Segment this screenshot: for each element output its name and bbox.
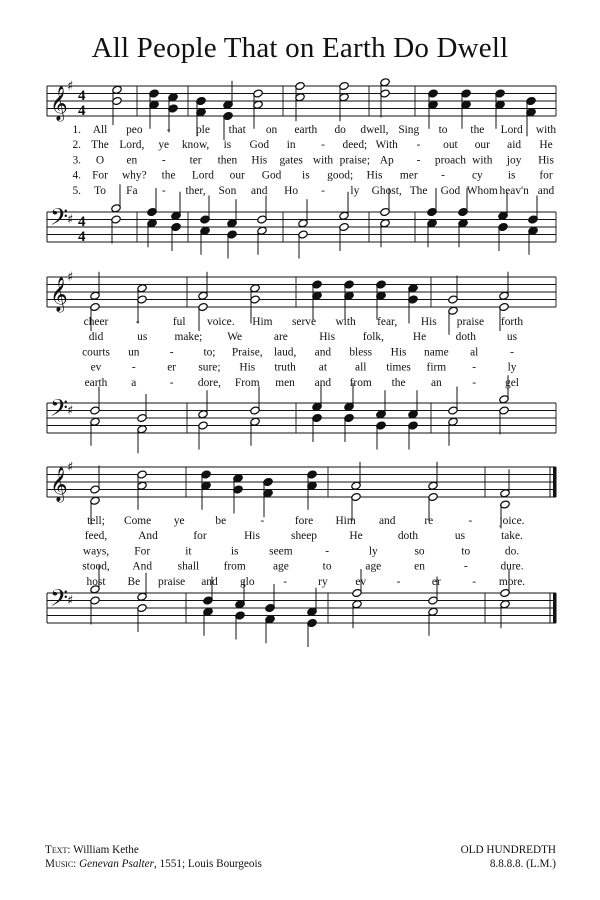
lyric-syllable: dore,	[197, 376, 222, 389]
lyric-syllable: for	[193, 530, 207, 543]
lyric-syllable: praise	[456, 316, 485, 328]
lyric-syllable: earth	[84, 376, 108, 389]
stanza-number: 1.	[72, 124, 81, 136]
lyric-syllable: courts	[82, 346, 110, 359]
lyric-syllable: -	[260, 515, 265, 527]
lyric-syllable: the	[161, 169, 176, 182]
lyric-syllable: The	[91, 139, 109, 152]
lyric-syllable: er	[431, 575, 441, 588]
lyric-syllable: His	[390, 346, 407, 359]
lyric-syllable: ev	[355, 575, 367, 588]
lyric-syllable: make;	[174, 331, 203, 344]
lyric-syllable: the	[391, 376, 406, 389]
sharp-key-signature: ♯	[67, 79, 74, 94]
lyric-syllable: Lord	[500, 124, 523, 136]
time-signature-top: 4	[78, 88, 86, 104]
lyric-syllable: proach	[434, 154, 466, 167]
bass-staff-3	[47, 584, 556, 623]
final-barline	[553, 467, 556, 497]
lyric-syllable: -	[510, 346, 514, 359]
lyric-syllable: it	[185, 545, 192, 558]
lyric-syllable: doth	[397, 530, 419, 543]
lyric-syllable: His	[366, 169, 383, 182]
lyric-syllable: us	[454, 530, 466, 543]
lyric-syllable: on	[265, 124, 278, 136]
lyric-syllable: His	[319, 331, 336, 344]
lyric-syllable: God	[261, 169, 282, 182]
lyric-syllable: us	[506, 331, 518, 344]
treble-clef-icon: 𝄞	[50, 467, 68, 502]
lyric-syllable: ry	[318, 575, 328, 588]
lyric-syllable: know,	[181, 139, 210, 152]
lyric-syllable: -	[166, 124, 171, 136]
hymn-title: All People That on Earth Do Dwell	[91, 32, 509, 64]
lyric-syllable: host	[86, 575, 106, 588]
meter: 8.8.8.8. (L.M.)	[489, 858, 556, 870]
lyric-syllable: Him	[335, 515, 356, 527]
lyric-syllable: -	[416, 154, 421, 167]
lyric-syllable: praise	[158, 575, 186, 588]
lyric-syllable: good;	[327, 169, 354, 182]
lyric-syllable: joy	[506, 154, 522, 167]
lyric-syllable: forth	[500, 316, 524, 328]
lyric-syllable: age	[272, 560, 289, 573]
lyric-syllable: er	[167, 361, 177, 374]
lyric-syllable: praise;	[339, 154, 371, 167]
lyric-syllable: ev	[90, 361, 102, 374]
lyric-syllable: in	[286, 139, 296, 152]
lyric-syllable: -	[325, 545, 330, 558]
lyric-syllable: at	[318, 361, 328, 374]
bass-clef-icon: 𝄢	[50, 584, 69, 617]
lyric-syllable: is	[302, 169, 310, 182]
lyric-syllable: cy	[472, 169, 483, 182]
lyric-syllable: joice.	[499, 515, 525, 527]
lyric-syllable: His	[538, 154, 554, 167]
lyric-syllable: and	[251, 184, 268, 197]
lyric-syllable: cheer	[83, 316, 109, 328]
lyric-syllable: heav'n	[499, 184, 529, 197]
final-barline	[553, 593, 556, 623]
lyric-syllable: All	[92, 124, 108, 136]
credits	[45, 843, 262, 871]
lyric-syllable: folk,	[362, 331, 384, 344]
time-signature-top: 4	[78, 214, 86, 230]
lyric-syllable: Whom	[466, 184, 498, 197]
sharp-key-signature: ♯	[67, 270, 74, 285]
music-credit: Music: Genevan Psalter, 1551; Louis Bourgeois	[45, 858, 262, 870]
lyric-syllable: laud,	[273, 346, 297, 359]
lyric-syllable: al	[470, 346, 479, 359]
lyric-syllable: with	[335, 316, 356, 328]
lyric-syllable: and	[537, 184, 555, 197]
lyric-syllable: ly	[507, 361, 517, 374]
lyric-syllable: gel	[505, 376, 519, 389]
bass-notes-3	[90, 565, 511, 647]
sharp-key-signature: ♯	[67, 403, 74, 419]
lyric-syllable: gates	[279, 154, 303, 167]
lyric-syllable: -	[169, 346, 174, 359]
time-signature-bottom: 4	[78, 229, 86, 245]
treble-clef-icon: 𝄞	[50, 277, 68, 312]
lyric-syllable: Ghost,	[371, 184, 402, 197]
lyric-syllable: men	[275, 376, 295, 389]
lyric-syllable: -	[416, 139, 421, 152]
lyric-syllable: -	[463, 560, 468, 573]
lyric-syllable: He	[412, 331, 427, 344]
lyric-syllable: our	[229, 169, 245, 182]
lyric-syllable: sure;	[198, 361, 221, 374]
lyric-syllable: is	[230, 545, 239, 558]
lyric-syllable: ly	[368, 545, 378, 558]
lyric-syllable: -	[472, 361, 477, 374]
lyric-syllable: Him	[252, 316, 273, 328]
lyric-syllable: ly	[350, 184, 360, 197]
sharp-key-signature: ♯	[67, 593, 74, 609]
lyric-syllable: then	[217, 154, 238, 167]
lyric-syllable: re	[424, 515, 434, 527]
time-signature-bottom: 4	[78, 103, 86, 119]
lyric-syllable: from	[349, 376, 372, 389]
lyric-syllable: name	[424, 346, 449, 359]
stanza-number: 5.	[72, 184, 81, 197]
lyric-syllable: -	[161, 154, 166, 167]
lyric-syllable: -	[441, 169, 445, 182]
lyric-syllable: ye	[158, 139, 170, 152]
sharp-key-signature: ♯	[67, 212, 74, 228]
lyric-syllable: an	[430, 376, 442, 389]
treble-staff-3	[47, 460, 556, 503]
lyric-syllable: is	[507, 169, 516, 182]
lyric-syllable: seem	[269, 545, 293, 558]
lyric-syllable: do.	[504, 545, 520, 558]
text-credit: Text: William Kethe	[45, 844, 139, 856]
tune-info	[461, 843, 556, 871]
lyric-syllable: -	[169, 376, 174, 389]
lyric-syllable: are	[273, 331, 288, 344]
lyric-syllable: Ap	[379, 154, 394, 167]
lyric-syllable: to;	[203, 346, 216, 359]
lyric-syllable: dwell,	[360, 124, 389, 136]
lyric-syllable: doth	[455, 331, 476, 344]
lyric-syllable: For	[134, 545, 151, 558]
lyric-syllable: We	[227, 331, 243, 344]
lyric-syllable: Sing	[398, 124, 420, 136]
lyric-syllable: mer	[399, 169, 418, 182]
lyric-syllable: ter	[189, 154, 202, 167]
lyric-syllable: And	[132, 560, 153, 573]
lyric-syllable: -	[161, 184, 166, 197]
lyric-syllable: ways,	[82, 545, 110, 558]
lyric-syllable: from	[223, 560, 246, 573]
lyric-syllable: serve	[291, 316, 317, 328]
lyric-syllable: -	[131, 361, 136, 374]
lyric-syllable: Lord,	[119, 139, 145, 152]
lyric-syllable: -	[321, 139, 325, 152]
treble-clef-icon: 𝄞	[50, 86, 68, 121]
lyric-syllable: Son	[218, 184, 237, 197]
lyric-syllable: dure.	[500, 560, 524, 573]
lyric-syllable: a	[131, 376, 137, 389]
lyric-syllable: and	[314, 376, 332, 389]
lyric-syllable: that	[228, 124, 246, 136]
lyric-syllable: -	[468, 515, 473, 527]
lyric-syllable: God	[249, 139, 270, 152]
lyric-syllable: age	[365, 560, 382, 573]
lyric-syllable: en	[126, 154, 138, 167]
lyric-syllable: Be	[127, 575, 141, 588]
lyric-syllable: -	[472, 376, 477, 389]
lyric-syllable: feed,	[84, 530, 108, 543]
lyric-syllable: Ho	[284, 184, 299, 197]
lyric-syllable: For	[92, 169, 108, 182]
lyric-syllable: our	[474, 139, 490, 152]
lyric-syllable: ye	[173, 515, 185, 527]
bass-notes-2	[90, 375, 510, 453]
lyric-syllable: be	[215, 515, 227, 527]
lyric-syllable: aid	[507, 139, 522, 152]
lyric-syllable: He	[349, 530, 363, 543]
lyric-syllable: en	[414, 560, 425, 573]
lyric-syllable: why?	[121, 169, 147, 182]
stanza-number: 2.	[72, 139, 81, 152]
lyric-syllable: is	[223, 139, 232, 152]
lyric-syllable: firm	[426, 361, 447, 374]
lyric-syllable: the	[470, 124, 485, 136]
lyric-syllable: and	[378, 515, 396, 527]
lyric-syllable: glo	[239, 575, 255, 588]
lyric-syllable: peo	[126, 124, 143, 136]
lyric-syllable: out	[443, 139, 458, 152]
lyric-syllable: with	[535, 124, 557, 136]
lyric-syllable: for	[539, 169, 553, 182]
lyric-syllable: -	[321, 184, 325, 197]
lyric-syllable: sheep	[291, 530, 317, 543]
lyric-syllable: stood,	[82, 560, 110, 573]
lyric-syllable: Fa	[126, 184, 138, 197]
bass-staff-2	[47, 394, 556, 433]
bass-clef-icon: 𝄢	[50, 203, 69, 236]
lyric-syllable: -	[135, 316, 140, 328]
lyric-syllable: Lord	[191, 169, 215, 182]
lyric-syllable: all	[355, 361, 367, 374]
lyric-syllable: to	[438, 124, 448, 136]
lyric-syllable: voice.	[207, 316, 235, 328]
lyric-syllable: with	[312, 154, 334, 167]
sharp-key-signature: ♯	[67, 460, 74, 475]
lyric-syllable: With	[375, 139, 398, 152]
lyric-syllable: fear,	[377, 316, 398, 328]
lyric-syllable: tell;	[87, 515, 105, 527]
lyric-syllable: God	[440, 184, 461, 197]
lyric-syllable: do	[334, 124, 346, 136]
bass-clef-icon: 𝄢	[50, 394, 69, 427]
lyric-syllable: He	[539, 139, 553, 152]
tune-name: OLD HUNDREDTH	[460, 844, 556, 856]
lyric-syllable: shall	[177, 560, 200, 573]
stanza-number: 3.	[72, 154, 81, 167]
lyric-syllable: fore	[294, 515, 314, 527]
lyric-syllable: take.	[501, 530, 523, 543]
lyric-syllable: ful	[172, 316, 186, 328]
lyric-syllable: truth	[274, 361, 296, 374]
lyric-syllable: -	[283, 575, 287, 588]
lyric-syllable: us	[137, 331, 148, 344]
lyric-syllable: to	[461, 545, 471, 558]
lyric-syllable: The	[409, 184, 428, 197]
lyric-syllable: more.	[498, 575, 526, 588]
lyric-syllable: to	[322, 560, 332, 573]
lyric-syllable: times	[386, 361, 411, 374]
lyric-syllable: From	[234, 376, 260, 389]
lyric-syllable: Come	[123, 515, 152, 527]
lyric-syllable: His	[420, 316, 437, 328]
lyric-syllable: Praise,	[231, 346, 263, 359]
lyric-syllable: To	[94, 184, 106, 197]
lyric-syllable: His	[251, 154, 268, 167]
lyric-syllable: and	[314, 346, 332, 359]
lyric-syllable: ple	[195, 124, 210, 136]
lyric-syllable: -	[396, 575, 401, 588]
lyric-syllable: earth	[294, 124, 318, 136]
lyric-syllable: so	[414, 545, 425, 558]
lyric-syllable: deed;	[342, 139, 368, 152]
lyric-syllable: did	[88, 331, 104, 344]
lyric-syllable: ther,	[185, 184, 206, 197]
lyric-syllable: -	[472, 575, 477, 588]
lyric-syllable: un	[128, 346, 140, 359]
lyric-syllable: and	[201, 575, 218, 588]
lyric-syllable: His	[239, 361, 256, 374]
lyric-syllable: His	[244, 530, 260, 543]
stanza-number: 4.	[72, 169, 81, 182]
lyric-syllable: bless	[349, 346, 373, 359]
lyric-syllable: O	[95, 154, 105, 167]
lyric-syllable: And	[138, 530, 158, 543]
treble-staff-2	[47, 270, 556, 313]
lyric-syllable: with	[472, 154, 493, 167]
